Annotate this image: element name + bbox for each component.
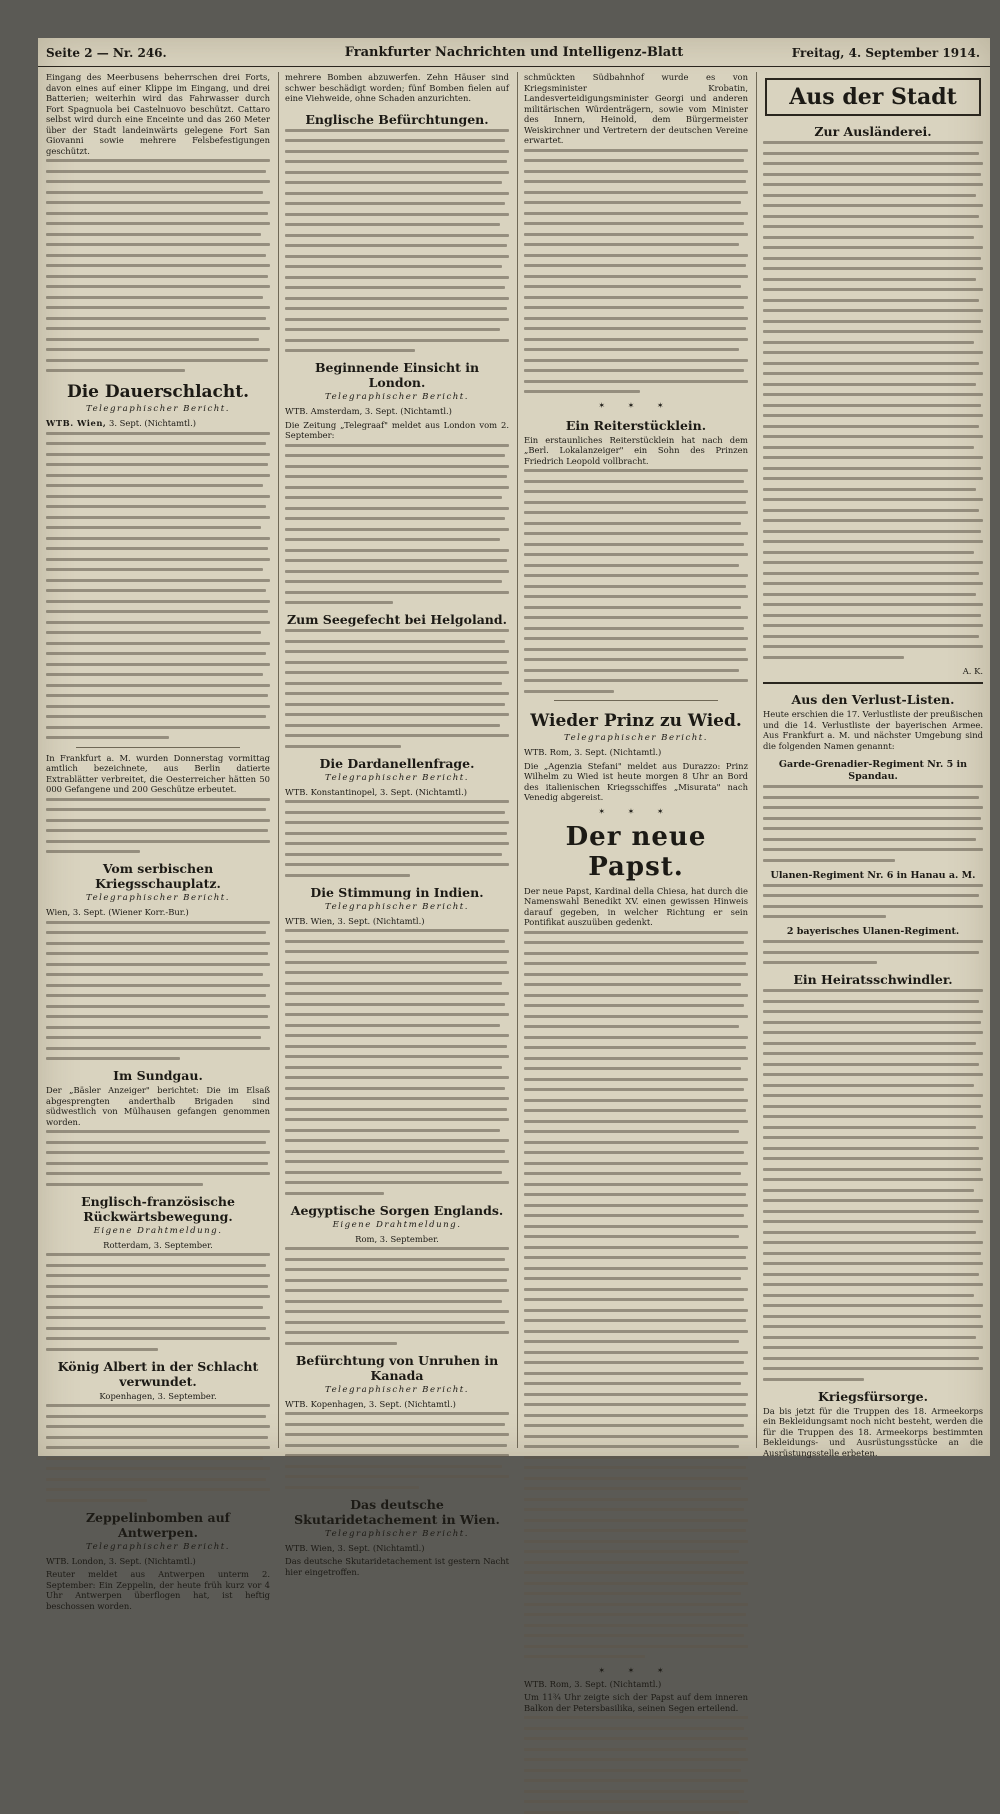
text-lines <box>46 432 270 740</box>
text-lines <box>763 989 983 1381</box>
subheadline: Garde-Grenadier-Regiment Nr. 5 in Spandau. <box>778 759 968 782</box>
article-text: Die Zeitung „Telegraaf" meldet aus London vom 2. September: <box>285 419 509 440</box>
headline: Englisch-französische Rückwärtsbewegung. <box>81 1193 235 1224</box>
headline: Im Sundgau. <box>113 1068 203 1083</box>
headline: Die Dauerschlacht. <box>66 382 250 402</box>
issue-date: Freitag, 4. September 1914. <box>791 46 980 60</box>
column-2 <box>285 72 509 1577</box>
dateline-date: 3. Sept. (Nichtamtl.) <box>109 418 197 428</box>
dateline-place: WTB. Wien, <box>46 418 107 428</box>
article-text: Das deutsche Skutaridetachement ist gestern Nacht hier eingetroffen. <box>285 1556 509 1577</box>
text-lines <box>763 940 983 964</box>
article-text: Ein erstaunliches Reiterstücklein hat nach dem „Berl. Lokalanzeiger" ein Sohn des Prinzen Friedrich Leopold vollbracht. <box>524 434 748 466</box>
text-lines <box>46 1130 270 1186</box>
headline: Das deutsche Skutaridetachement in Wien. <box>294 1496 500 1527</box>
text-lines <box>285 1412 509 1489</box>
column-rule <box>517 72 518 1448</box>
subheadline: 2 bayerisches Ulanen-Regiment. <box>786 926 960 937</box>
article-text: Reuter meldet aus Antwerpen unterm 2. September: Ein Zeppelin, der heute früh kurz vor 4 Uhr Antwerpen überflogen hat, ist heftig beschossen worden. <box>46 1569 270 1611</box>
dateline: WTB. Wien, 3. Sept. (Nichtamtl.) <box>285 915 425 926</box>
subheading: Telegraphischer Bericht. <box>325 392 469 402</box>
text-lines <box>285 1247 509 1345</box>
headline: Befürchtung von Unruhen in Kanada <box>295 1352 499 1383</box>
article-text: Die „Agenzia Stefani" meldet aus Durazzo: Prinz Wilhelm zu Wied ist heute morgen 8 Uhr an Bord des italienischen Kriegsschiffes „Misurata" nach Venedig abgereist. <box>524 760 748 802</box>
headline: Beginnende Einsicht in London. <box>314 360 480 390</box>
column-3 <box>524 72 748 1713</box>
text-lines <box>763 785 983 862</box>
dateline: Wien, 3. Sept. (Wiener Korr.-Bur.) <box>46 907 189 917</box>
subheading: Telegraphischer Bericht. <box>86 893 230 903</box>
text-lines <box>46 1404 270 1502</box>
text-lines <box>285 629 509 748</box>
masthead <box>38 38 990 67</box>
headline: Zur Ausländerei. <box>814 124 932 139</box>
text-lines <box>285 929 509 1195</box>
author-initials: A. K. <box>962 666 983 676</box>
subheadline: Ulanen-Regiment Nr. 6 in Hanau a. M. <box>770 869 976 881</box>
dateline: WTB. Rom, 3. Sept. (Nichtamtl.) <box>524 1678 662 1689</box>
newspaper-page <box>38 38 990 1713</box>
article-text: Eingang des Meerbusens beherrschen drei Forts, davon eines auf einer Klippe im Eingang, und drei Batterien; weiterhin wird das Fahrwasser durch Fort Spagnuola bei Castelnuovo beschützt. Cattaro selbst wird durch eine Enceinte und das 260 Meter über der Stadt landeinwärts gelegene Fort San Giovanni sowie mehrere Felsbefestigungen geschützt. <box>46 72 270 156</box>
column-4 <box>763 72 983 1458</box>
dateline: WTB. Rom, 3. Sept. (Nichtamtl.) <box>524 747 662 757</box>
text-lines <box>285 800 509 877</box>
text-lines <box>763 141 983 659</box>
separator-stars: ✶ ✶ ✶ <box>598 1665 674 1675</box>
dateline: Kopenhagen, 3. September. <box>99 1390 217 1401</box>
headline: Der neue Papst. <box>565 821 707 882</box>
page-number: Seite 2 — Nr. 246. <box>46 46 167 60</box>
column-rule <box>278 72 279 1448</box>
headline: Die Dardanellenfrage. <box>319 755 475 771</box>
separator <box>763 682 983 684</box>
subheading: Eigene Drahtmeldung. <box>93 1225 223 1236</box>
text-lines <box>46 1253 270 1351</box>
headline: Ein Reiterstücklein. <box>565 417 707 433</box>
article-text: schmückten Südbahnhof wurde es von Kriegsminister Krobatin, Landesverteidigungsminister Georgi und anderen militärischen Würdenträgern, sowie vom Minister des Innern, Heinold, dem Bürgermeister Weiskirchner und Vertretern der deutschen Vereine erwartet. <box>524 72 748 145</box>
dateline: WTB. Kopenhagen, 3. Sept. (Nichtamtl.) <box>285 1398 456 1409</box>
dateline: Rom, 3. September. <box>355 1233 439 1244</box>
text-lines <box>46 921 270 1061</box>
text-lines <box>285 444 509 605</box>
text-lines <box>763 884 983 919</box>
headline: Englische Befürchtungen. <box>305 111 489 127</box>
text-lines <box>46 798 270 854</box>
column-rule <box>756 72 757 1448</box>
headline: Wieder Prinz zu Wied. <box>530 711 742 731</box>
separator-stars: ✶ ✶ ✶ <box>598 806 674 816</box>
headline: Ein Heiratsschwindler. <box>793 972 953 987</box>
article-text: Um 11¾ Uhr zeigte sich der Papst auf dem inneren Balkon der Petersbasilika, seinen Segen erteilend. <box>524 1692 748 1713</box>
dateline: WTB. Amsterdam, 3. Sept. (Nichtamtl.) <box>285 406 452 416</box>
text-lines <box>524 469 748 693</box>
headline: Aegyptische Sorgen Englands. <box>290 1202 504 1218</box>
dateline: WTB. Konstantinopel, 3. Sept. (Nichtamtl.) <box>285 786 468 797</box>
column-1 <box>46 72 270 1611</box>
text-lines <box>46 159 270 372</box>
separator-stars: ✶ ✶ ✶ <box>598 400 674 410</box>
newspaper-title: Frankfurter Nachrichten und Intelligenz-Blatt <box>344 45 684 60</box>
headline: Zum Seegefecht bei Helgoland. <box>287 612 507 627</box>
article-text: mehrere Bomben abzuwerfen. Zehn Häuser sind schwer beschädigt worden; fünf Bomben fielen auf eine Viehweide, ohne Schaden anzurichten. <box>285 72 509 103</box>
text-lines <box>524 931 748 1659</box>
headline: König Albert in der Schlacht verwundet. <box>57 1358 259 1389</box>
separator <box>554 700 718 701</box>
text-lines <box>285 129 509 353</box>
subheading: Telegraphischer Bericht. <box>325 1528 469 1539</box>
subheading: Eigene Drahtmeldung. <box>332 1219 462 1230</box>
dateline: WTB. Wien, 3. Sept. (Nichtamtl.) <box>285 1542 425 1553</box>
section-header: Aus der Stadt <box>765 78 981 116</box>
text-lines <box>524 149 748 394</box>
dateline: WTB. London, 3. Sept. (Nichtamtl.) <box>46 1555 196 1566</box>
article-text: Heute erschien die 17. Verlustliste der preußischen und die 14. Verlustliste der bayerischen Armee. Aus Frankfurt a. M. und nächster Umgebung sind die folgenden Namen genannt: <box>763 709 983 751</box>
subheading: Telegraphischer Bericht. <box>86 404 230 414</box>
headline: Vom serbischen Kriegsschauplatz. <box>95 861 221 891</box>
subheading: Telegraphischer Bericht. <box>325 1384 469 1395</box>
subheading: Telegraphischer Bericht. <box>564 733 708 743</box>
headline: Aus den Verlust-Listen. <box>791 692 955 707</box>
headline: Zeppelinbomben auf Antwerpen. <box>85 1509 231 1540</box>
article-text: Da bis jetzt für die Truppen des 18. Armeekorps ein Bekleidungsamt noch nicht besteht, werden die für die Truppen des 18. Armeekorps bestimmten Bekleidungs- und Ausrüstungsstücke an die Ausrüstungsstelle erbeten. <box>763 1405 983 1458</box>
note-text: In Frankfurt a. M. wurden Donnerstag vormittag amtlich bezeichnete, aus Berlin datierte Extrablätter verbreitet, die Oesterreicher hätten 50 000 Gefangene und 200 Geschütze erbeutet. <box>46 752 270 794</box>
article-text: Der neue Papst, Kardinal della Chiesa, hat durch die Namenswahl Benedikt XV. einen gewissen Hinweis darauf gegeben, in welcher Richtung er sein Pontifikat auszuüben gedenkt. <box>524 885 748 927</box>
separator <box>76 747 240 748</box>
dateline <box>46 418 270 429</box>
article-text: Der „Bäsler Anzeiger" berichtet: Die im Elsaß abgesprengten anderthalb Brigaden sind südwestlich von Mülhausen gefangen genommen worden. <box>46 1085 270 1127</box>
subheading: Telegraphischer Bericht. <box>325 901 469 912</box>
text-lines <box>524 1716 748 1814</box>
headline: Die Stimmung in Indien. <box>310 884 484 900</box>
subheading: Telegraphischer Bericht. <box>86 1541 230 1552</box>
headline: Kriegsfürsorge. <box>818 1388 928 1404</box>
subheading: Telegraphischer Bericht. <box>325 772 469 783</box>
dateline: Rotterdam, 3. September. <box>103 1239 213 1250</box>
